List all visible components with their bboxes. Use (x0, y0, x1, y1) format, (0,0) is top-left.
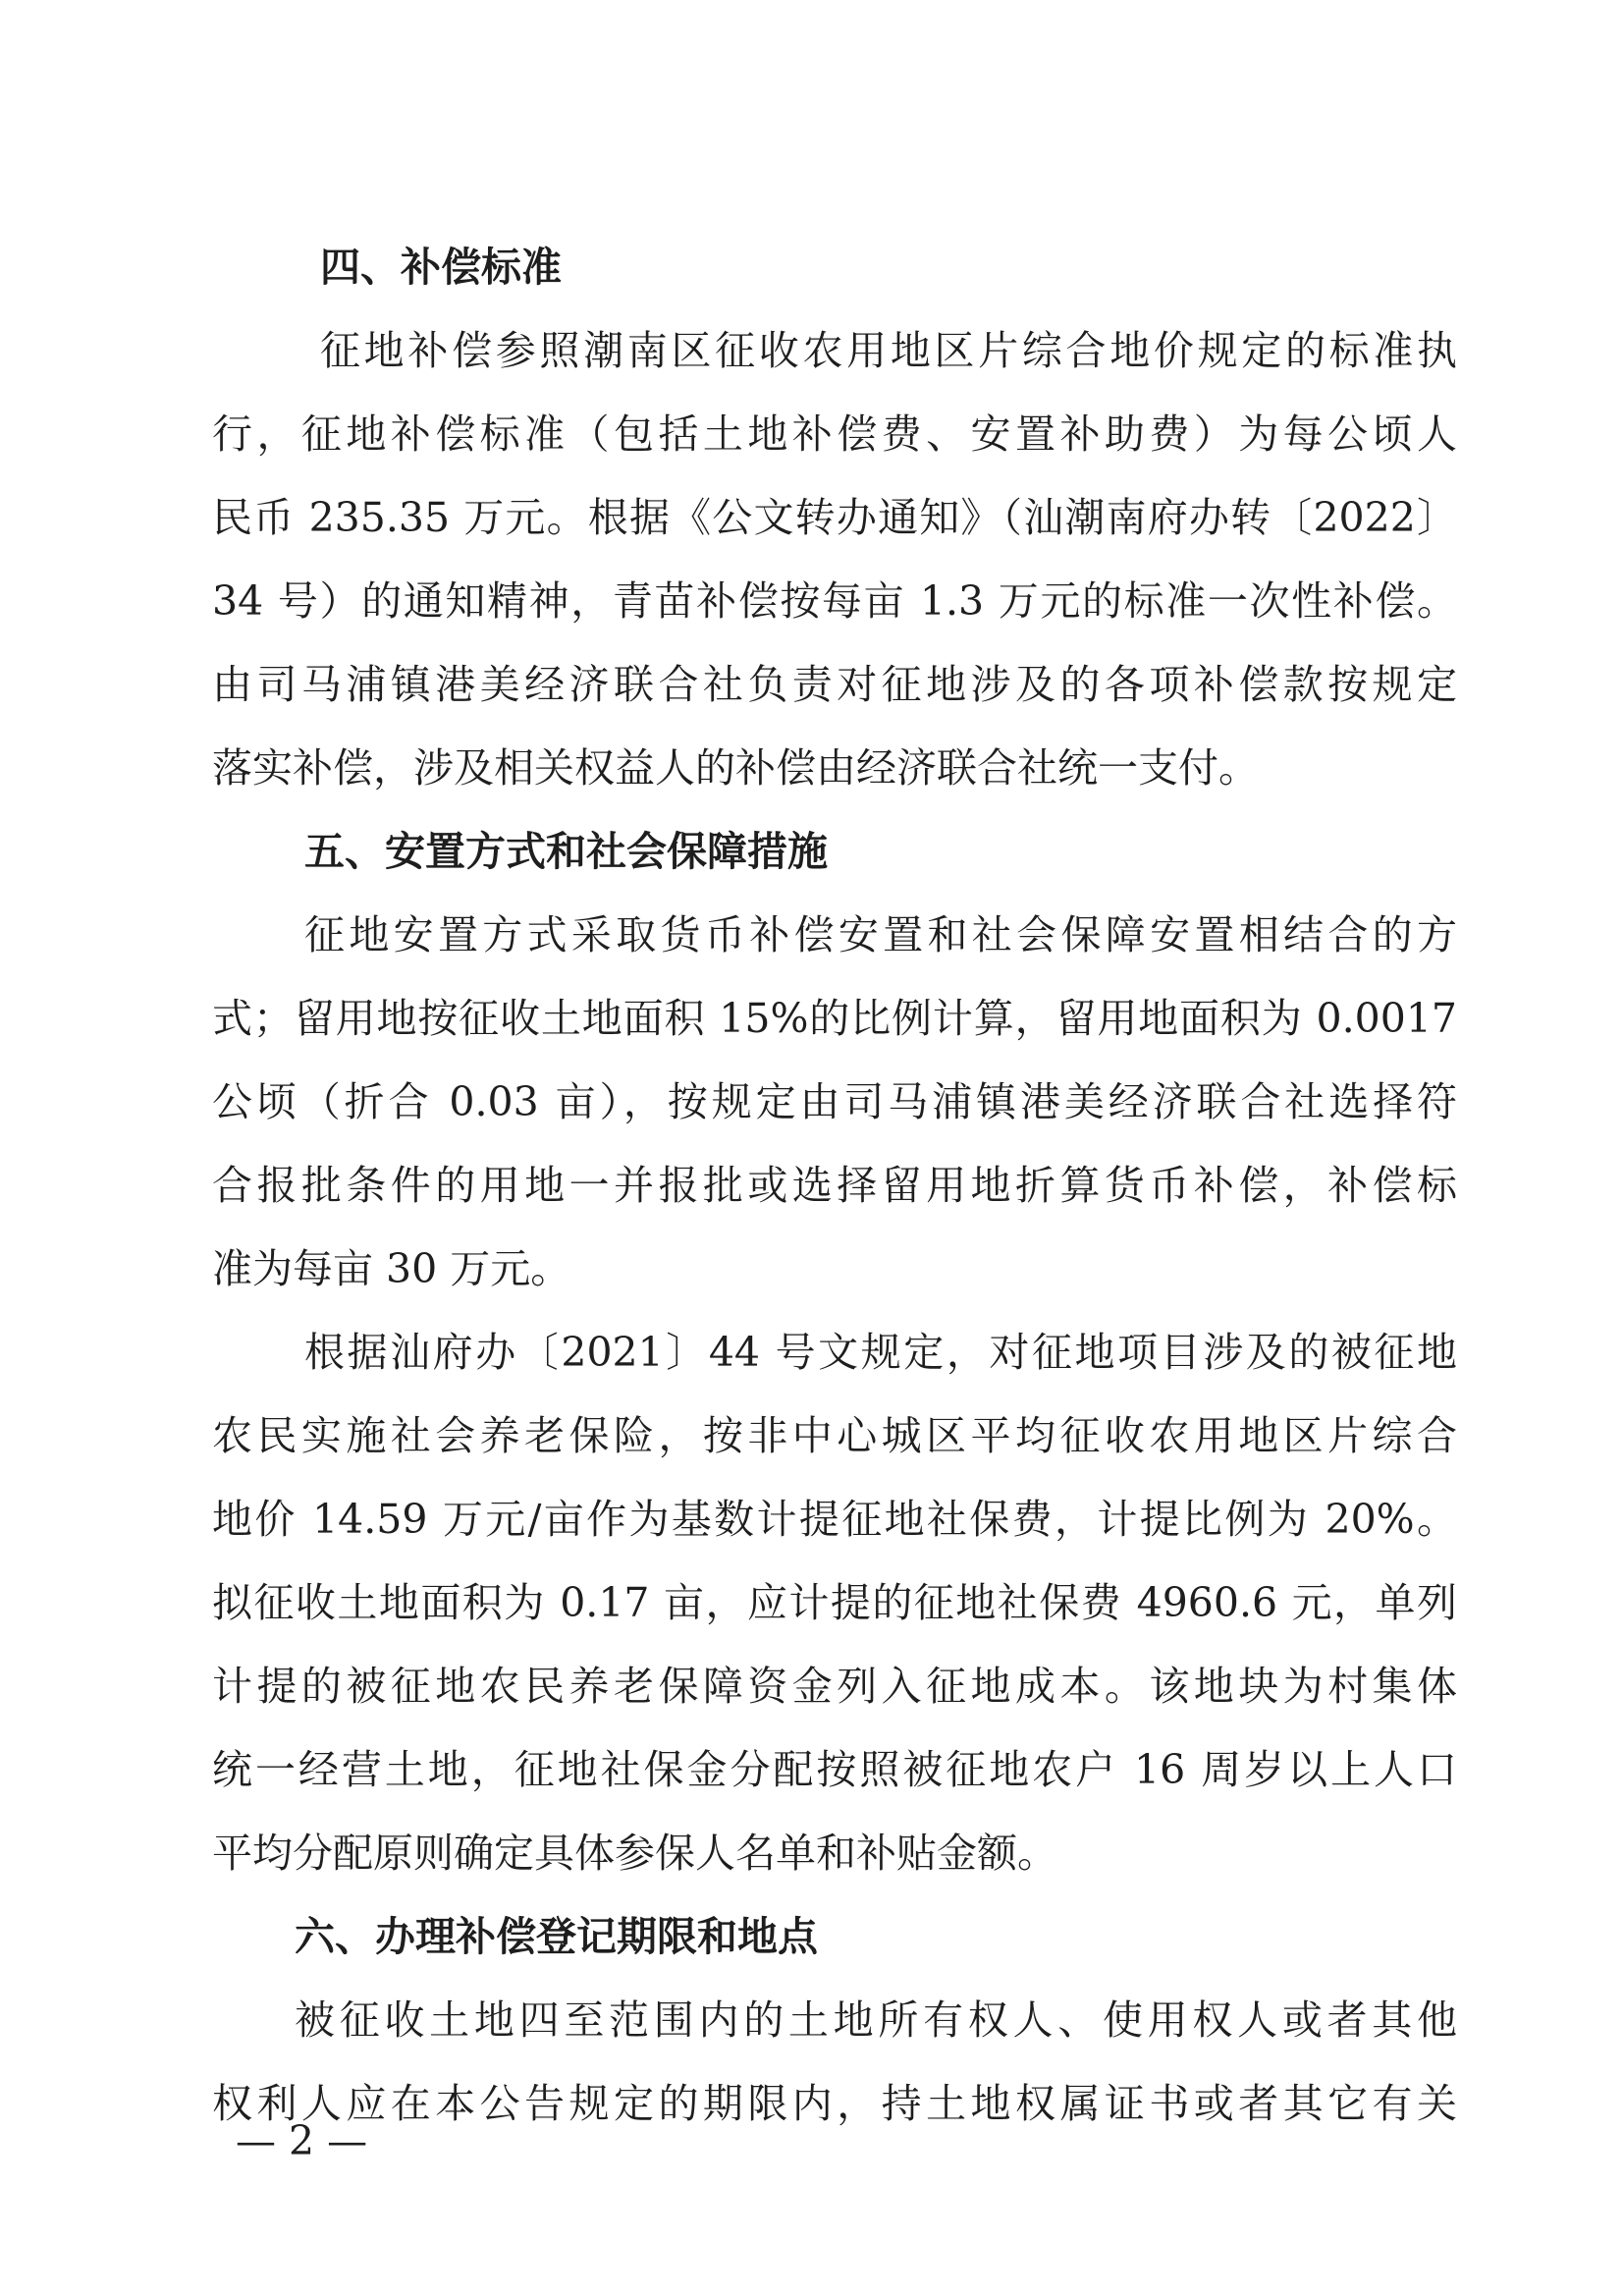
paragraph-line: 农民实施社会养老保险，按非中心城区平均征收农用地区片综合 (212, 1412, 1457, 1459)
section-heading-registration-period-location: 六、办理补偿登记期限和地点 (295, 1913, 818, 1960)
paragraph-line: 式；留用地按征收土地面积 15%的比例计算，留用地面积为 0.0017 (212, 995, 1457, 1042)
page-number: — 2 — (236, 2117, 368, 2164)
paragraph-line: 34 号）的通知精神，青苗补偿按每亩 1.3 万元的标准一次性补偿。 (212, 577, 1457, 625)
paragraph-line: 地价 14.59 万元/亩作为基数计提征地社保费，计提比例为 20%。 (212, 1496, 1457, 1543)
paragraph-line: 合报批条件的用地一并报批或选择留用地折算货币补偿，补偿标 (212, 1162, 1457, 1209)
paragraph-line: 权利人应在本公告规定的期限内，持土地权属证书或者其它有关 (212, 2080, 1457, 2127)
paragraph-line: 拟征收土地面积为 0.17 亩，应计提的征地社保费 4960.6 元，单列 (212, 1579, 1457, 1626)
paragraph-line: 民币 235.35 万元。根据《公文转办通知》（汕潮南府办转〔2022〕 (212, 494, 1457, 541)
paragraph-line: 落实补偿，涉及相关权益人的补偿由经济联合社统一支付。 (212, 744, 1259, 792)
paragraph-line: 征地安置方式采取货币补偿安置和社会保障安置相结合的方 (304, 911, 1457, 958)
paragraph-line: 征地补偿参照潮南区征收农用地区片综合地价规定的标准执 (320, 327, 1457, 374)
paragraph-line: 行，征地补偿标准（包括土地补偿费、安置补助费）为每公顷人 (212, 410, 1457, 458)
paragraph-line: 根据汕府办〔2021〕44 号文规定，对征地项目涉及的被征地 (304, 1329, 1457, 1376)
section-heading-resettlement-social-security: 五、安置方式和社会保障措施 (304, 828, 828, 875)
paragraph-line: 由司马浦镇港美经济联合社负责对征地涉及的各项补偿款按规定 (212, 661, 1457, 708)
paragraph-line: 被征收土地四至范围内的土地所有权人、使用权人或者其他 (295, 1996, 1457, 2044)
paragraph-line: 公顷（折合 0.03 亩），按规定由司马浦镇港美经济联合社选择符 (212, 1078, 1457, 1125)
paragraph-line: 统一经营土地，征地社保金分配按照被征地农户 16 周岁以上人口 (212, 1746, 1457, 1793)
paragraph-line: 平均分配原则确定具体参保人名单和补贴金额。 (212, 1830, 1057, 1877)
paragraph-line: 准为每亩 30 万元。 (212, 1245, 571, 1292)
section-heading-compensation-standard: 四、补偿标准 (320, 244, 562, 291)
paragraph-line: 计提的被征地农民养老保障资金列入征地成本。该地块为村集体 (212, 1663, 1457, 1710)
